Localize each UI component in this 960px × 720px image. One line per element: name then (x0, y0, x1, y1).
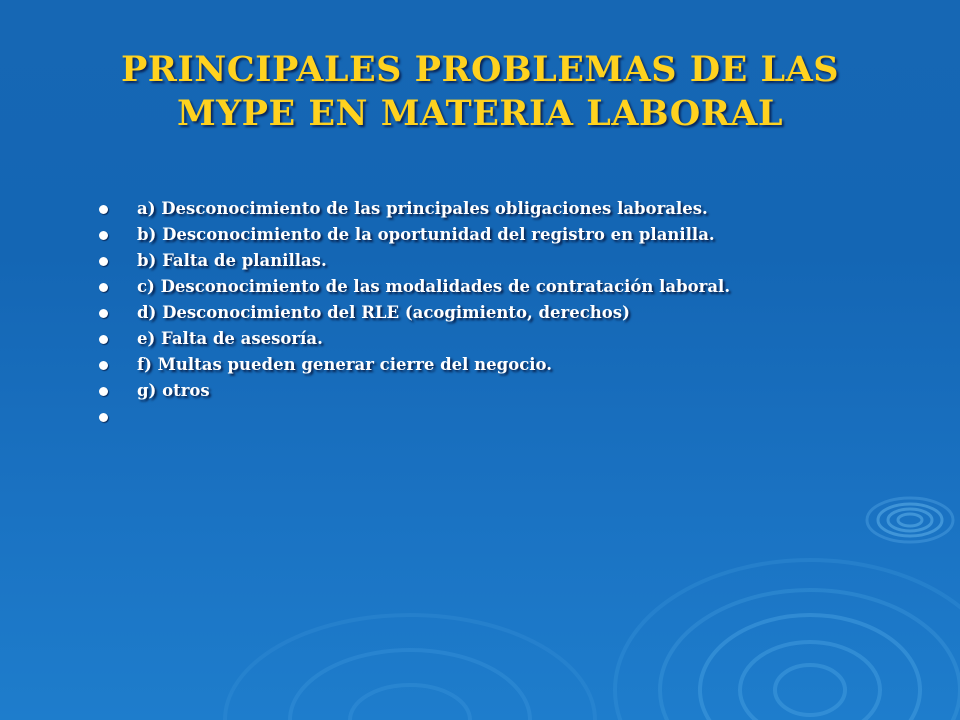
bullet-item (96, 326, 916, 352)
title-line-1: PRINCIPALES PROBLEMAS DE LAS (120, 49, 840, 90)
bullet-dot-icon (99, 361, 108, 370)
bullet-item (96, 196, 916, 222)
bullet-text: b) Desconocimiento de la oportunidad del registro en planilla. (137, 225, 715, 244)
title-line-2: MYPE EN MATERIA LABORAL (176, 93, 784, 134)
bullet-dot-icon (99, 283, 108, 292)
bullet-list (96, 196, 916, 430)
bullet-dot-icon (99, 309, 108, 318)
bullet-item (96, 352, 916, 378)
bullet-dot-icon (99, 335, 108, 344)
bullet-item (96, 248, 916, 274)
bullet-item-empty (96, 404, 916, 430)
bullet-dot-icon (99, 257, 108, 266)
bullet-text: g) otros (137, 381, 210, 400)
slide-title (60, 48, 900, 136)
bullet-text: a) Desconocimiento de las principales obligaciones laborales. (137, 199, 708, 218)
bullet-text: b) Falta de planillas. (137, 251, 327, 270)
bullet-item (96, 300, 916, 326)
bullet-dot-icon (99, 205, 108, 214)
bullet-dot-icon (99, 231, 108, 240)
bullet-text: f) Multas pueden generar cierre del negocio. (137, 355, 552, 374)
bullet-text: c) Desconocimiento de las modalidades de contratación laboral. (137, 277, 731, 296)
bullet-item (96, 222, 916, 248)
bullet-dot-icon (99, 387, 108, 396)
bullet-item (96, 274, 916, 300)
bullet-dot-icon (99, 413, 108, 422)
bullet-text: e) Falta de asesoría. (137, 329, 323, 348)
bullet-text: d) Desconocimiento del RLE (acogimiento, derechos) (137, 303, 630, 322)
bullet-item (96, 378, 916, 404)
